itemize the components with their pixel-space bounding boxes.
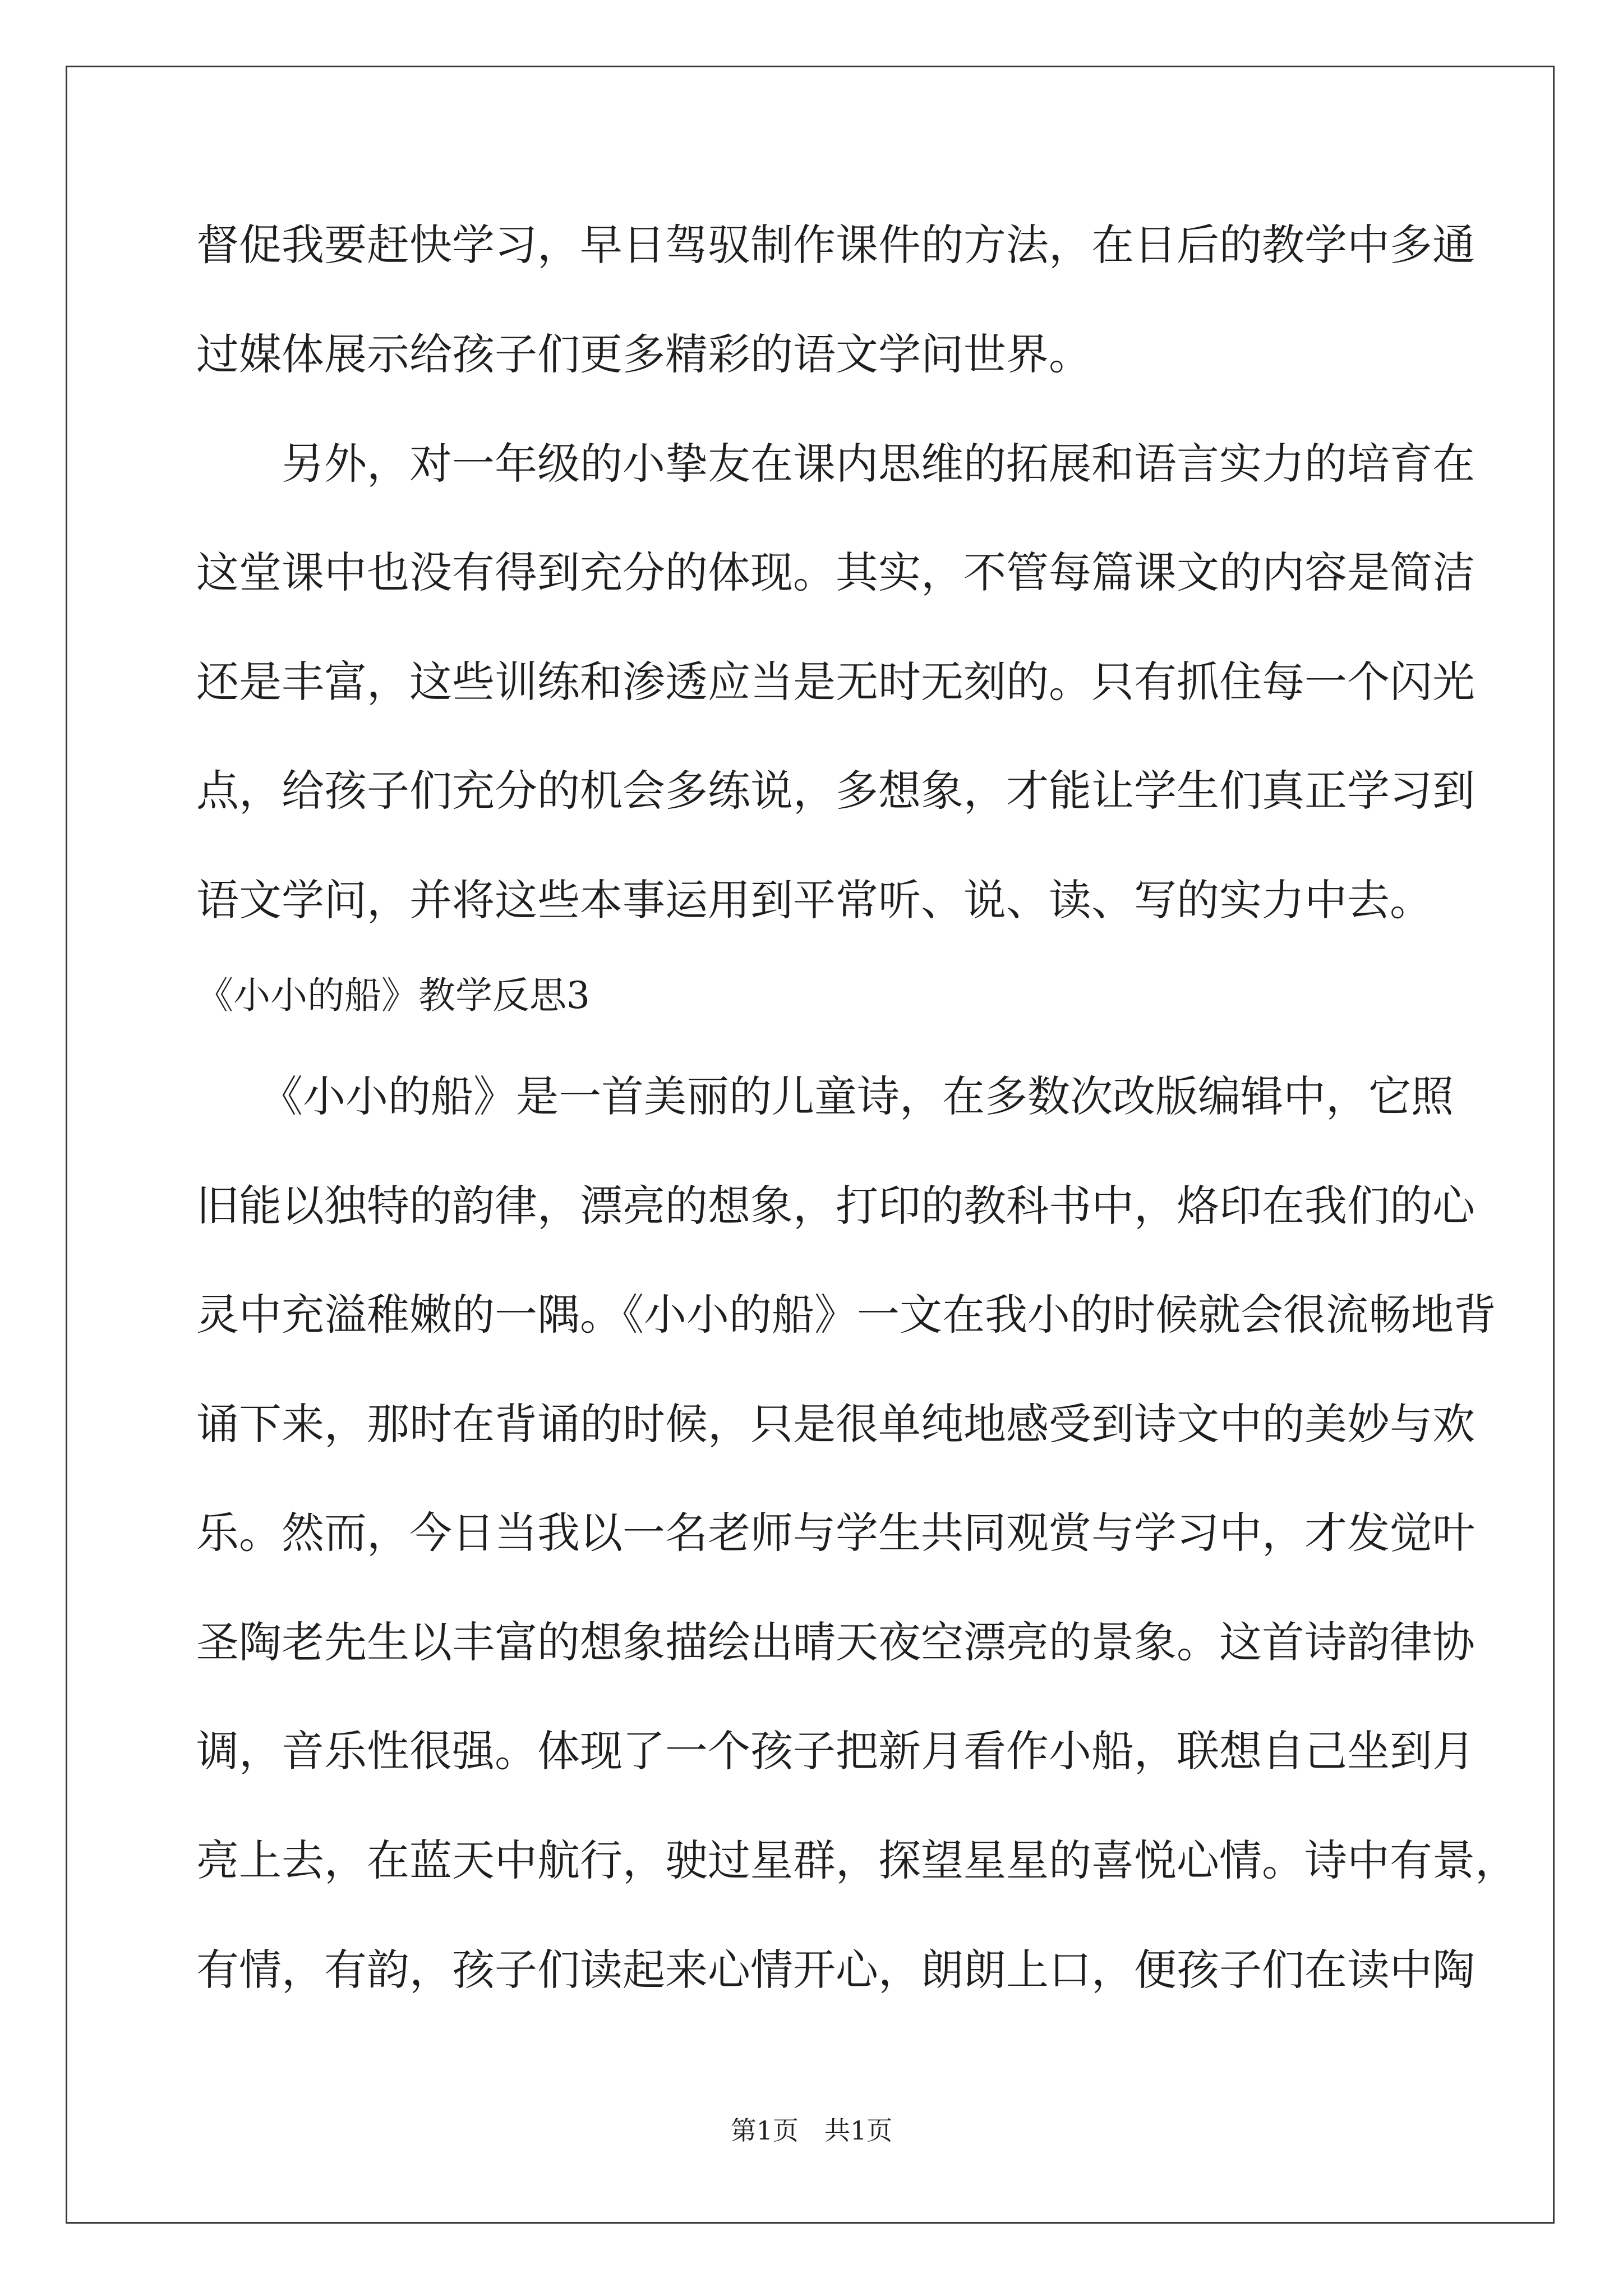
paragraph-3-line-5: 乐。然而，今日当我以一名老师与学生共同观赏与学习中，才发觉叶 bbox=[196, 1508, 1475, 1558]
page-footer: 第1页 共1页 bbox=[730, 2115, 893, 2146]
paragraph-3-line-4: 诵下来，那时在背诵的时候，只是很单纯地感受到诗文中的美妙与欢 bbox=[196, 1399, 1475, 1449]
paragraph-2-line-3: 还是丰富，这些训练和渗透应当是无时无刻的。只有抓住每一个闪光 bbox=[196, 657, 1475, 707]
paragraph-1-line-1: 督促我要赶快学习，早日驾驭制作课件的方法，在日后的教学中多通 bbox=[196, 220, 1475, 270]
paragraph-2-line-5: 语文学问，并将这些本事运用到平常听、说、读、写的实力中去。 bbox=[196, 875, 1432, 925]
paragraph-3-line-8: 亮上去，在蓝天中航行，驶过星群，探望星星的喜悦心情。诗中有景， bbox=[196, 1835, 1518, 1885]
paragraph-3-line-2: 旧能以独特的韵律，漂亮的想象，打印的教科书中，烙印在我们的心 bbox=[196, 1181, 1475, 1231]
page-border bbox=[66, 66, 1555, 2224]
paragraph-3-line-3: 灵中充溢稚嫩的一隅。《小小的船》一文在我小的时候就会很流畅地背 bbox=[196, 1290, 1496, 1340]
paragraph-3-line-9: 有情，有韵，孩子们读起来心情开心，朗朗上口，便孩子们在读中陶 bbox=[196, 1945, 1475, 1995]
paragraph-2-line-1: 另外，对一年级的小挚友在课内思维的拓展和语言实力的培育在 bbox=[196, 439, 1475, 489]
paragraph-2-line-4: 点，给孩子们充分的机会多练说，多想象，才能让学生们真正学习到 bbox=[196, 766, 1475, 816]
paragraph-1-line-2: 过媒体展示给孩子们更多精彩的语文学问世界。 bbox=[196, 329, 1091, 379]
paragraph-2-line-2: 这堂课中也没有得到充分的体现。其实，不管每篇课文的内容是简洁 bbox=[196, 547, 1475, 597]
paragraph-3-line-1: 《小小的船》是一首美丽的儿童诗，在多数次改版编辑中，它照 bbox=[196, 1071, 1454, 1121]
paragraph-3-line-7: 调，音乐性很强。体现了一个孩子把新月看作小船，联想自己坐到月 bbox=[196, 1726, 1475, 1776]
section-heading: 《小小的船》教学反思3 bbox=[196, 974, 590, 1017]
paragraph-3-line-6: 圣陶老先生以丰富的想象描绘出晴天夜空漂亮的景象。这首诗韵律协 bbox=[196, 1617, 1475, 1667]
